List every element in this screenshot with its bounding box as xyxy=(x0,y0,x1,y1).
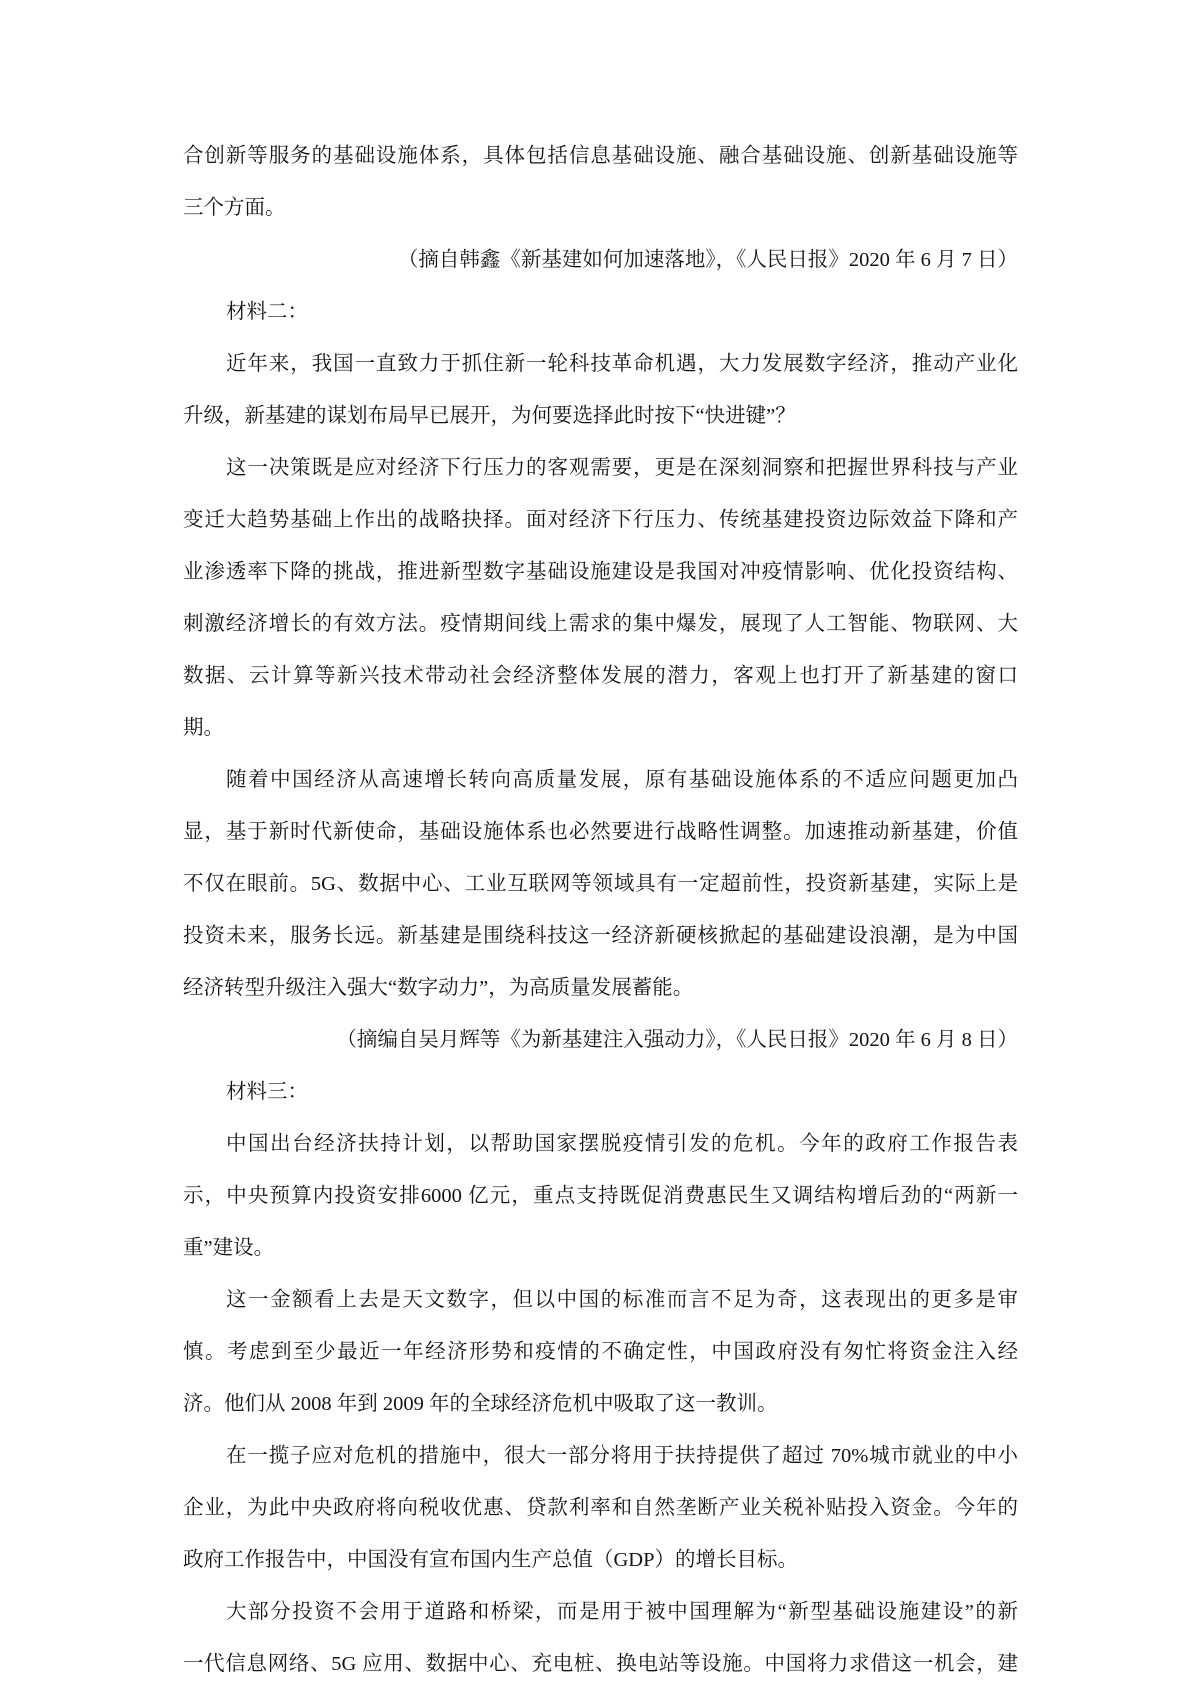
source-citation: （摘自韩鑫《新基建如何加速落地》，《人民日报》2020 年 6 月 7 日） xyxy=(397,249,1018,271)
text-line: 投资未来，服务长远。新基建是围绕科技这一经济新硬核掀起的基础建设浪潮，是为中国 xyxy=(183,925,1018,947)
text-line: 中国出台经济扶持计划，以帮助国家摆脱疫情引发的危机。今年的政府工作报告表 xyxy=(226,1133,1018,1155)
paragraph xyxy=(183,1586,1018,1690)
text-line: 政府工作报告中，中国没有宣布国内生产总值（GDP）的增长目标。 xyxy=(183,1549,799,1571)
text-line: 随着中国经济从高速增长转向高质量发展，原有基础设施体系的不适应问题更加凸 xyxy=(226,769,1018,791)
text-line: 显，基于新时代新使命，基础设施体系也必然要进行战略性调整。加速推动新基建，价值 xyxy=(183,821,1018,843)
text-line: 一代信息网络、5G 应用、数据中心、充电桩、换电站等设施。中国将力求借这一机会，建 xyxy=(183,1653,1018,1675)
paragraph xyxy=(183,754,1018,1014)
text-line: 升级，新基建的谋划布局早已展开，为何要选择此时按下“快进键”？ xyxy=(183,405,796,427)
text-line: 三个方面。 xyxy=(183,197,286,219)
source-citation: （摘编自吴月辉等《为新基建注入强动力》，《人民日报》2020 年 6 月 8 日） xyxy=(336,1029,1018,1051)
text-line: 济。他们从 2008 年到 2009 年的全球经济危机中吸取了这一教训。 xyxy=(183,1393,778,1415)
text-line: 示，中央预算内投资安排6000 亿元，重点支持既促消费惠民生又调结构增后劲的“两新一 xyxy=(183,1185,1018,1207)
text-line: 大部分投资不会用于道路和桥梁，而是用于被中国理解为“新型基础设施建设”的新 xyxy=(226,1601,1018,1623)
paragraph xyxy=(183,442,1018,754)
paragraph xyxy=(183,1274,1018,1430)
text-line: 业渗透率下降的挑战，推进新型数字基础设施建设是我国对冲疫情影响、优化投资结构、 xyxy=(183,561,1018,583)
paragraph xyxy=(183,1430,1018,1586)
paragraph xyxy=(183,1118,1018,1274)
text-line: 慎。考虑到至少最近一年经济形势和疫情的不确定性，中国政府没有匆忙将资金注入经 xyxy=(183,1341,1018,1363)
text-line: 经济转型升级注入强大“数字动力”，为高质量发展蓄能。 xyxy=(183,977,694,999)
material-heading: 材料二： xyxy=(226,301,308,323)
material-heading: 材料三： xyxy=(226,1081,308,1103)
text-line: 企业，为此中央政府将向税收优惠、贷款利率和自然垄断产业关税补贴投入资金。今年的 xyxy=(183,1497,1018,1519)
text-line: 这一金额看上去是天文数字，但以中国的标准而言不足为奇，这表现出的更多是审 xyxy=(226,1289,1018,1311)
text-line: 数据、云计算等新兴技术带动社会经济整体发展的潜力，客观上也打开了新基建的窗口 xyxy=(183,665,1018,687)
paragraph xyxy=(183,338,1018,442)
text-line: 合创新等服务的基础设施体系，具体包括信息基础设施、融合基础设施、创新基础设施等 xyxy=(183,145,1018,167)
text-line: 期。 xyxy=(183,717,224,739)
text-line: 在一揽子应对危机的措施中，很大一部分将用于扶持提供了超过 70%城市就业的中小 xyxy=(226,1445,1018,1467)
text-line: 重”建设。 xyxy=(183,1237,275,1259)
paragraph xyxy=(183,130,1018,234)
text-line: 近年来，我国一直致力于抓住新一轮科技革命机遇，大力发展数字经济，推动产业化 xyxy=(226,353,1018,375)
text-line: 刺激经济增长的有效方法。疫情期间线上需求的集中爆发，展现了人工智能、物联网、大 xyxy=(183,613,1018,635)
text-line: 变迁大趋势基础上作出的战略抉择。面对经济下行压力、传统基建投资边际效益下降和产 xyxy=(183,509,1018,531)
text-line: 不仅在眼前。5G、数据中心、工业互联网等领域具有一定超前性，投资新基建，实际上是 xyxy=(183,873,1018,895)
document-page xyxy=(183,130,1018,1690)
text-line: 这一决策既是应对经济下行压力的客观需要，更是在深刻洞察和把握世界科技与产业 xyxy=(226,457,1018,479)
